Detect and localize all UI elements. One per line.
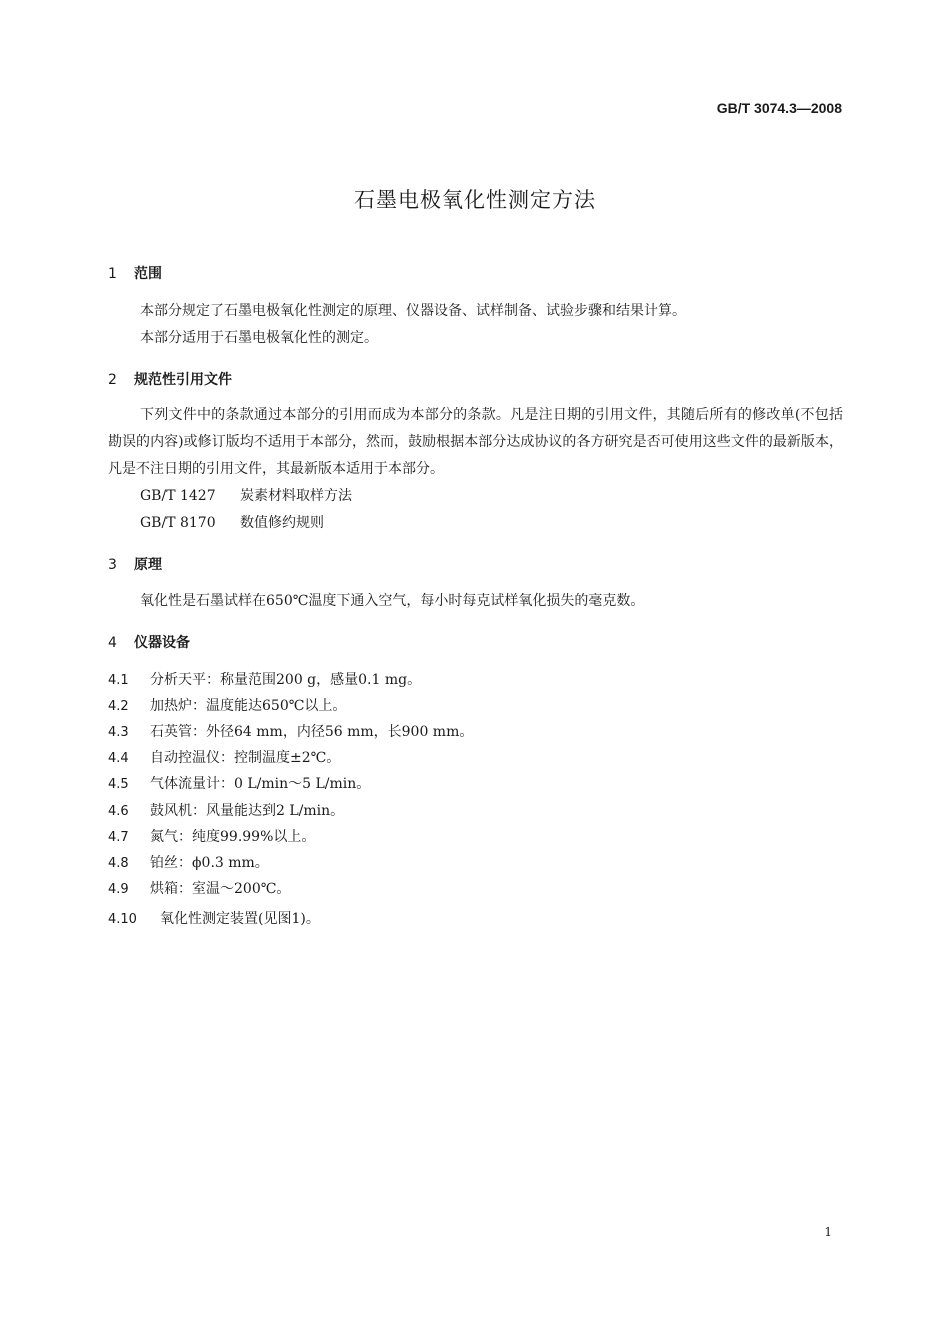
item-text: 氮气：纯度99.99%以上。 [150, 829, 316, 845]
item-number: 4.3 [108, 725, 129, 740]
reference-item [140, 510, 324, 537]
item-text: 烘箱：室温～200℃。 [150, 881, 291, 897]
page-number: 1 [824, 1225, 832, 1239]
equipment-item [108, 876, 290, 903]
item-text: 石英管：外径64 mm，内径56 mm，长900 mm。 [150, 724, 474, 740]
item-text: 氧化性测定装置(见图1)。 [160, 911, 320, 927]
item-text: 加热炉：温度能达650℃以上。 [150, 698, 347, 714]
equipment-item [108, 906, 320, 933]
section-1-paragraph-2: 本部分适用于石墨电极氧化性的测定。 [140, 330, 378, 346]
item-number: 4.8 [108, 856, 129, 871]
standard-code: GB/T 3074.3—2008 [716, 100, 842, 116]
item-text: 气体流量计：0 L/min～5 L/min。 [150, 776, 371, 792]
section-1-paragraph-1: 本部分规定了石墨电极氧化性测定的原理、仪器设备、试样制备、试验步骤和结果计算。 [140, 303, 686, 319]
item-text: 铂丝：ϕ0.3 mm。 [150, 855, 269, 871]
section-title: 规范性引用文件 [134, 372, 232, 388]
reference-code: GB/T 1427 [140, 488, 216, 504]
item-number: 4.7 [108, 830, 129, 845]
equipment-item [108, 824, 315, 851]
equipment-item [108, 719, 473, 746]
equipment-item [108, 667, 421, 694]
reference-title: 炭素材料取样方法 [240, 488, 352, 504]
item-number: 4.5 [108, 777, 129, 792]
section-number: 3 [108, 557, 117, 573]
item-number: 4.4 [108, 751, 129, 766]
equipment-item [108, 693, 346, 720]
section-title: 范围 [134, 266, 162, 282]
section-number: 2 [108, 372, 117, 388]
section-title: 原理 [134, 557, 162, 573]
equipment-item [108, 745, 340, 772]
section-number: 4 [108, 635, 117, 651]
section-title: 仪器设备 [134, 635, 190, 651]
document-title: 石墨电极氧化性测定方法 [354, 188, 596, 212]
equipment-item [108, 798, 344, 825]
item-text: 自动控温仪：控制温度±2℃。 [150, 750, 341, 766]
equipment-item [108, 771, 370, 798]
item-number: 4.1 [108, 673, 129, 688]
section-3-paragraph-1: 氧化性是石墨试样在650℃温度下通入空气，每小时每克试样氧化损失的毫克数。 [140, 593, 645, 609]
reference-title: 数值修约规则 [240, 515, 324, 531]
item-number: 4.6 [108, 804, 129, 819]
equipment-item [108, 850, 269, 877]
reference-code: GB/T 8170 [140, 515, 216, 531]
reference-item [140, 483, 352, 510]
item-text: 鼓风机：风量能达到2 L/min。 [150, 803, 345, 819]
section-number: 1 [108, 266, 117, 282]
section-2-paragraph-1: 下列文件中的条款通过本部分的引用而成为本部分的条款。凡是注日期的引用文件，其随后所有的修改单(不包括勘误的内容)或修订版均不适用于本部分，然而，鼓励根据本部分达成协议的各方研究是否可使用这些文件的最新版本，凡是不注日期的引用文件，其最新版本适用于本部分。 [108, 407, 843, 477]
section-4-heading [108, 632, 190, 652]
item-text: 分析天平：称量范围200 g，感量0.1 mg。 [150, 672, 422, 688]
item-number: 4.10 [108, 912, 137, 927]
item-number: 4.9 [108, 882, 129, 897]
section-3-heading [108, 554, 162, 574]
section-1-heading [108, 263, 162, 283]
section-2-heading [108, 369, 232, 389]
item-number: 4.2 [108, 699, 129, 714]
